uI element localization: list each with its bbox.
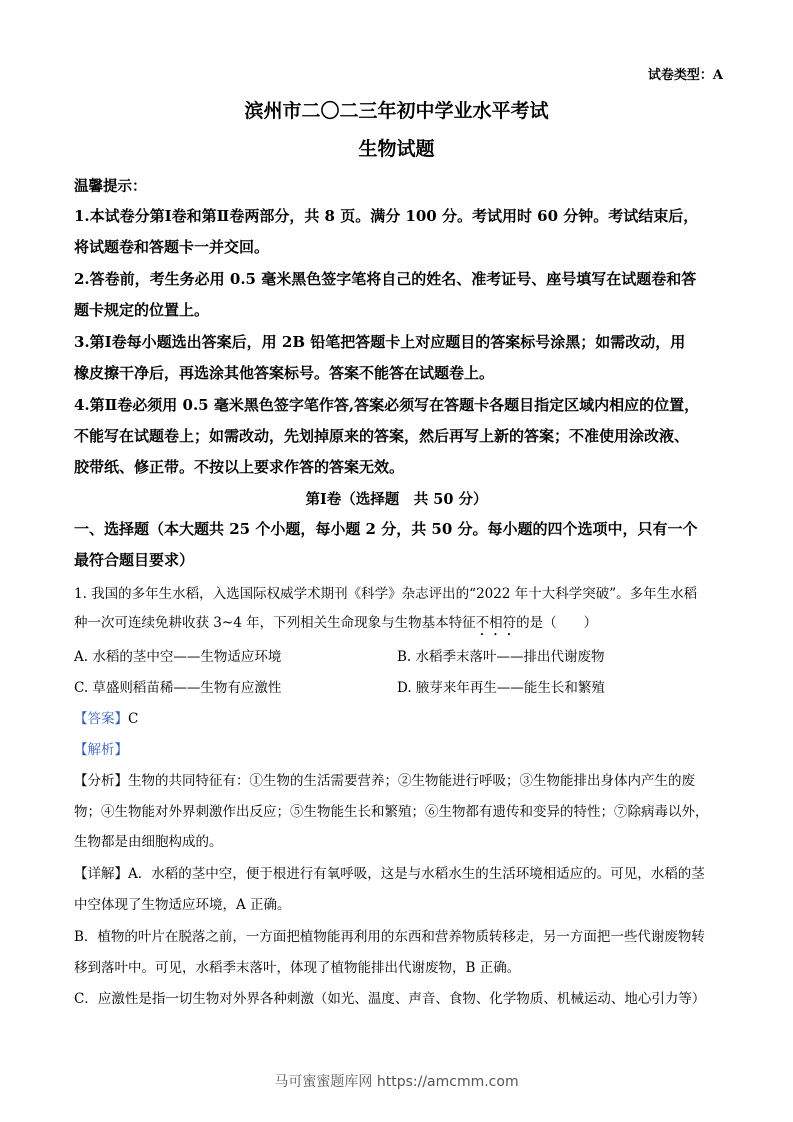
tips-line: 3.第Ⅰ卷每小题选出答案后，用 2B 铅笔把答题卡上对应题目的答案标号涂黑；如需改动，用: [74, 333, 686, 351]
question-stem: [74, 611, 597, 639]
detail-line: C．应激性是指一切生物对外界各种刺激（如光、温度、声音、食物、化学物质、机械运动、地心引力等）: [74, 991, 706, 1007]
detail-line: 中空体现了生物适应环境，A 正确。: [74, 897, 291, 913]
analysis-label: 【解析】: [74, 742, 128, 758]
question-stem: 1. 我国的多年生水稻，入选国际权威学术期刊《科学》杂志评出的“2022 年十大科学突破”。多年生水稻: [74, 586, 698, 602]
option-a: A. 水稻的茎中空——生物适应环境: [74, 649, 282, 665]
footer-watermark: 马可蜜蜜题库网 https://amcmm.com: [274, 1074, 519, 1090]
detail-line: 【详解】A．水稻的茎中空，便于根进行有氧呼吸，这是与水稻水生的生活环境相适应的。可见，水稻的茎: [74, 866, 705, 882]
emphasis-text: 不相符: [475, 615, 517, 631]
part-heading: 最符合题目要求）: [74, 551, 195, 569]
tips-heading: 温馨提示：: [74, 178, 147, 195]
analysis-line: 物；④生物能对外界刺激作出反应；⑤生物能生长和繁殖；⑥生物都有遗传和变异的特性；⑦除病毒以外，: [74, 804, 709, 820]
question-stem-text: 种一次可连续免耕收获 3~4 年，下列相关生命现象与生物基本特征: [74, 615, 476, 631]
detail-line: B．植物的叶片在脱落之前，一方面把植物能再利用的东西和营养物质转移走，另一方面把一些代谢废物转: [74, 929, 705, 945]
analysis-line: 【分析】生物的共同特征有：①生物的生活需要营养；②生物能进行呼吸；③生物能排出身体内产生的废: [74, 773, 695, 789]
tips-line: 不能写在试题卷上；如需改动，先划掉原来的答案，然后再写上新的答案；不准使用涂改液、: [74, 427, 690, 445]
answer-line: [74, 707, 138, 727]
part-heading: 一、选择题（本大题共 25 个小题，每小题 2 分，共 50 分。每小题的四个选项中，只有一个: [74, 520, 698, 538]
question-stem-text: 的是（ ）: [516, 615, 598, 631]
exam-title: 滨州市二〇二三年初中学业水平考试: [244, 100, 549, 122]
tips-line: 胶带纸、修正带。不按以上要求作答的答案无效。: [74, 458, 405, 476]
tips-line: 将试题卷和答题卡一并交回。: [74, 238, 270, 256]
tips-line: 4.第Ⅱ卷必须用 0.5 毫米黑色签字笔作答,答案必须写在答题卡各题目指定区域内相应的位置，: [74, 396, 700, 414]
option-b: B. 水稻季末落叶——排出代谢废物: [397, 649, 605, 665]
paper-type-label: 试卷类型：A: [647, 68, 723, 83]
section-title: 第Ⅰ卷（选择题 共 50 分）: [305, 491, 488, 508]
answer-value: C: [128, 711, 139, 727]
tips-line: 2.答卷前，考生务必用 0.5 毫米黑色签字笔将自己的姓名、准考证号、座号填写在试题卷和答: [74, 270, 697, 288]
exam-subtitle: 生物试题: [358, 138, 435, 160]
tips-line: 1.本试卷分第Ⅰ卷和第Ⅱ卷两部分，共 8 页。满分 100 分。考试用时 60 分钟。考试结束后，: [74, 207, 699, 225]
detail-line: 移到落叶中。可见，水稻季末落叶，体现了植物能排出代谢废物，B 正确。: [74, 960, 521, 976]
answer-label: 【答案】: [74, 711, 128, 727]
option-d: D. 腋芽来年再生——能生长和繁殖: [397, 680, 605, 696]
tips-line: 题卡规定的位置上。: [74, 301, 210, 319]
option-c: C. 草盛则稻苗稀——生物有应激性: [74, 680, 282, 696]
analysis-line: 生物都是由细胞构成的。: [74, 834, 223, 850]
tips-line: 橡皮擦干净后，再选涂其他答案标号。答案不能答在试题卷上。: [74, 364, 495, 382]
